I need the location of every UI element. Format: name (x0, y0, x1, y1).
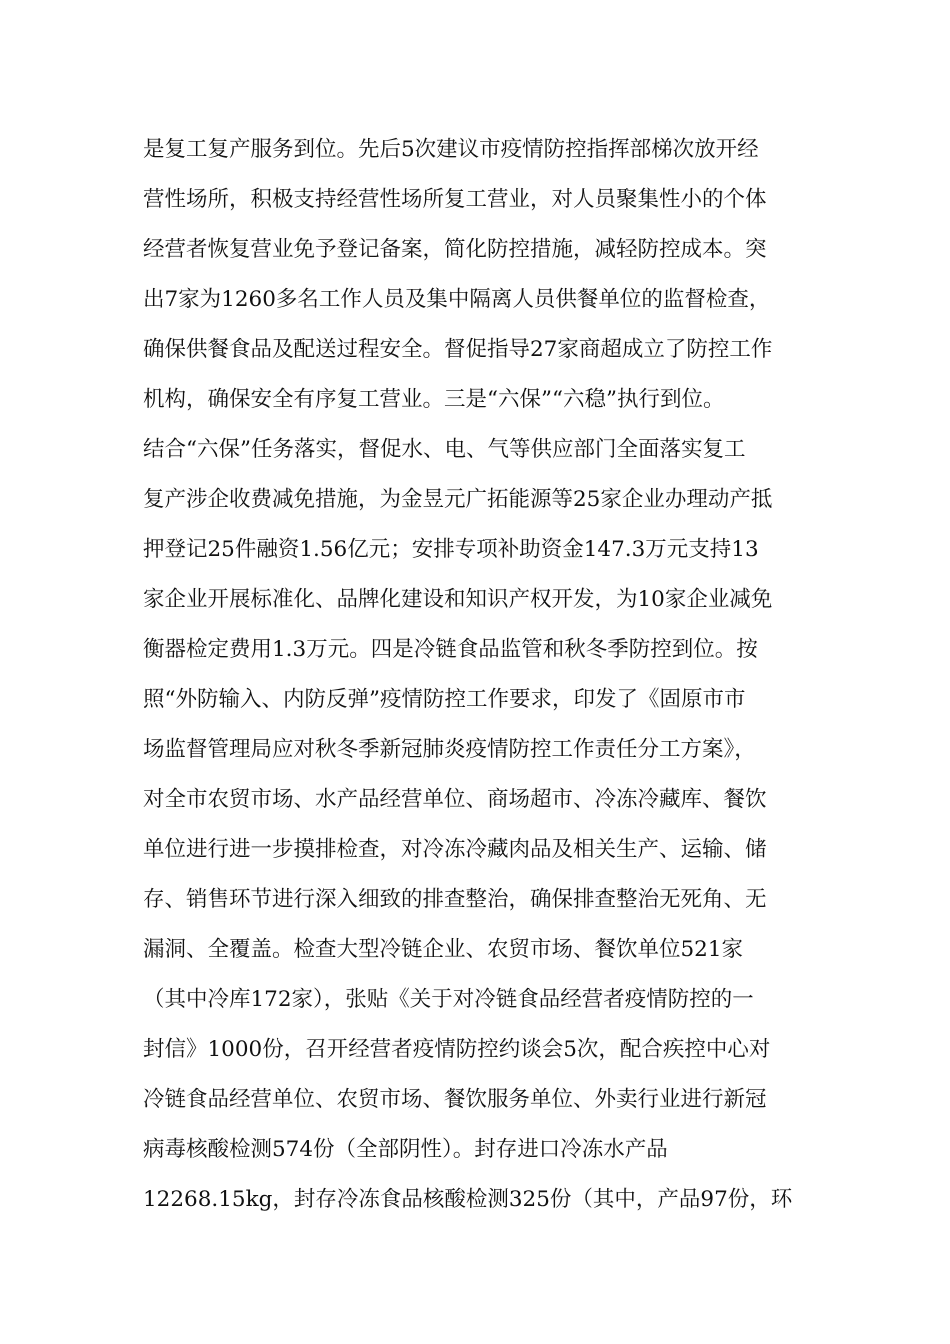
text-line: 衡器检定费用1.3万元。四是冷链食品监管和秋冬季防控到位。按 (143, 637, 758, 662)
text-line: 漏洞、全覆盖。检查大型冷链企业、农贸市场、餐饮单位521家 (143, 937, 744, 962)
text-line: 封信》1000份，召开经营者疫情防控约谈会5次，配合疾控中心对 (143, 1037, 771, 1062)
text-line: 冷链食品经营单位、农贸市场、餐饮服务单位、外卖行业进行新冠 (143, 1087, 767, 1112)
text-line: 病毒核酸检测574份（全部阴性）。封存进口冷冻水产品 (143, 1137, 668, 1162)
text-line: 营性场所，积极支持经营性场所复工营业，对人员聚集性小的个体 (143, 187, 767, 212)
text-line: 机构，确保安全有序复工营业。三是“六保”“六稳”执行到位。 (143, 387, 725, 412)
text-line: 对全市农贸市场、水产品经营单位、商场超市、冷冻冷藏库、餐饮 (143, 787, 767, 812)
text-line: 存、销售环节进行深入细致的排查整治，确保排查整治无死角、无 (143, 887, 767, 912)
text-line: 结合“六保”任务落实，督促水、电、气等供应部门全面落实复工 (143, 437, 746, 462)
text-line: 家企业开展标准化、品牌化建设和知识产权开发，为10家企业减免 (143, 587, 773, 612)
text-line: 照“外防输入、内防反弹”疫情防控工作要求，印发了《固原市市 (143, 687, 746, 712)
text-line: 押登记25件融资1.56亿元；安排专项补助资金147.3万元支持13 (143, 537, 759, 562)
text-line: 出7家为1260多名工作人员及集中隔离人员供餐单位的监督检查， (143, 287, 771, 312)
text-line: 复产涉企收费减免措施，为金昱元广拓能源等25家企业办理动产抵 (143, 487, 773, 512)
text-line: 场监督管理局应对秋冬季新冠肺炎疫情防控工作责任分工方案》， (143, 737, 756, 762)
text-line: 12268.15kg，封存冷冻食品核酸检测325份（其中，产品97份，环 (143, 1187, 793, 1212)
text-line: 单位进行进一步摸排检查，对冷冻冷藏肉品及相关生产、运输、储 (143, 837, 767, 862)
text-line: 确保供餐食品及配送过程安全。督促指导27家商超成立了防控工作 (143, 337, 773, 362)
text-line: （其中冷库172家），张贴《关于对冷链食品经营者疫情防控的一 (143, 987, 754, 1012)
text-line: 是复工复产服务到位。先后5次建议市疫情防控指挥部梯次放开经 (143, 137, 759, 162)
text-line: 经营者恢复营业免予登记备案，简化防控措施，减轻防控成本。突 (143, 237, 767, 262)
